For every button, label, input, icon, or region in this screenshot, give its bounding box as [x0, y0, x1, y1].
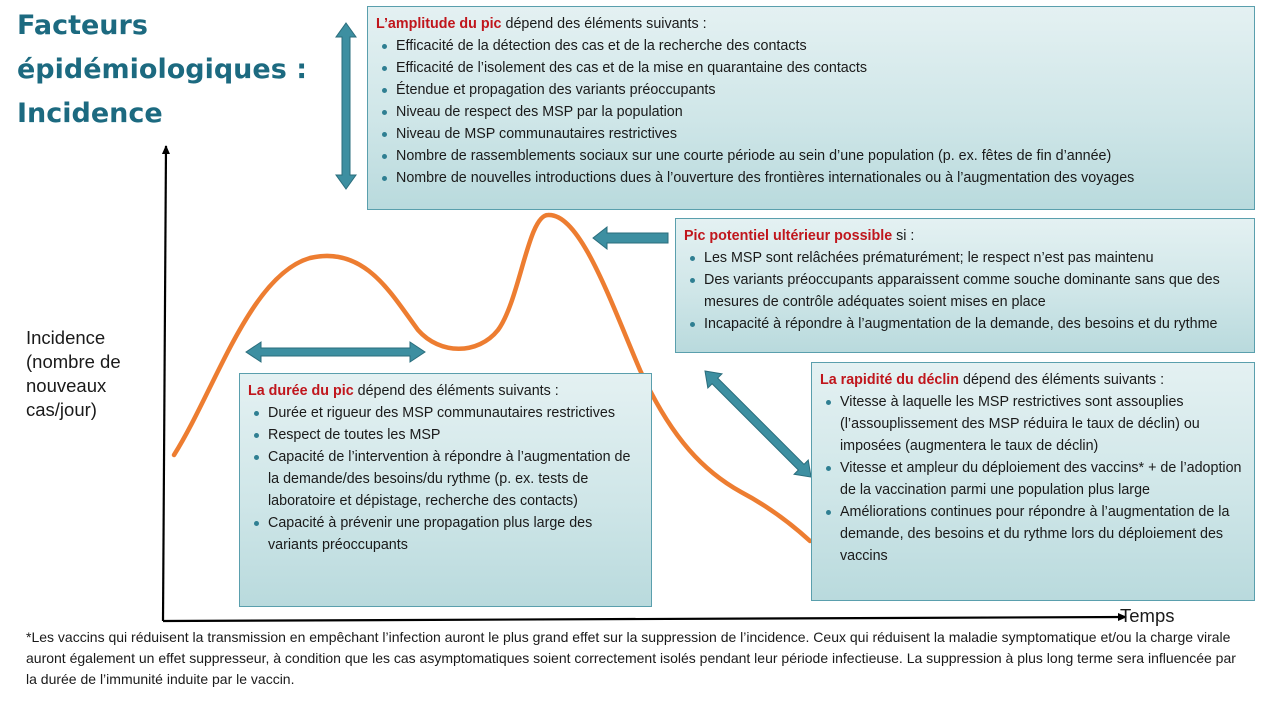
x-axis: [163, 617, 1126, 621]
second-peak-arrow: [593, 227, 668, 249]
factor-list: [248, 402, 643, 556]
x-axis-label: Temps: [1120, 605, 1175, 626]
list-item: Niveau de MSP communautaires restrictives: [376, 123, 1246, 145]
list-item: Vitesse à laquelle les MSP restrictives sont assouplies (l’assouplissement des MSP réduira le taux de déclin) ou imposées (augmentera le taux de déclin): [820, 391, 1246, 457]
factor-list: [820, 391, 1246, 567]
box-heading-highlight: L’amplitude du pic: [376, 16, 502, 32]
box-heading: [376, 13, 1246, 35]
box-heading-rest: dépend des éléments suivants :: [353, 383, 559, 399]
list-item: Niveau de respect des MSP par la population: [376, 101, 1246, 123]
list-item: Vitesse et ampleur du déploiement des vaccins* + de l’adoption de la vaccination parmi une population plus large: [820, 457, 1246, 501]
list-item: Capacité à prévenir une propagation plus large des variants préoccupants: [248, 512, 643, 556]
list-item: Des variants préoccupants apparaissent comme souche dominante sans que des mesures de contrôle adéquates soient mises en place: [684, 269, 1246, 313]
list-item: Durée et rigueur des MSP communautaires restrictives: [248, 402, 643, 424]
list-item: Étendue et propagation des variants préoccupants: [376, 79, 1246, 101]
subsequent-peak-box: [675, 218, 1255, 353]
y-axis: [163, 146, 166, 621]
box-heading-rest: dépend des éléments suivants :: [501, 16, 707, 32]
y-axis-label: Incidence (nombre de nouveaux cas/jour): [26, 327, 121, 420]
box-heading-highlight: Pic potentiel ultérieur possible: [684, 228, 893, 244]
list-item: Les MSP sont relâchées prématurément; le respect n’est pas maintenu: [684, 247, 1246, 269]
list-item: Nombre de nouvelles introductions dues à l’ouverture des frontières internationales ou à l’augmentation des voyages: [376, 167, 1246, 189]
peak-amplitude-box: [367, 6, 1255, 210]
list-item: Respect de toutes les MSP: [248, 424, 643, 446]
duration-double-arrow: [246, 342, 425, 362]
factor-list: [684, 247, 1246, 335]
box-heading-highlight: La durée du pic: [248, 383, 354, 399]
box-heading: [820, 369, 1246, 391]
footnote: *Les vaccins qui réduisent la transmission en empêchant l’infection auront le plus grand effet sur la suppression de l’incidence. Ceux qui réduisent la maladie symptomatique et/ou la charge virale auront également un effet suppresseur, à condition que les cas asymptomatiques soient correctement isolés pendant leur période infectieuse. La suppression à plus long terme sera influencée par la durée de l’immunité induite par le vaccin.: [26, 629, 1236, 687]
box-heading-rest: si :: [892, 228, 915, 244]
box-heading: [248, 380, 643, 402]
page-title: Facteurs épidémiologiques : Incidence: [17, 10, 307, 129]
list-item: Améliorations continues pour répondre à l’augmentation de la demande, des besoins et du rythme lors du déploiement des vaccins: [820, 501, 1246, 567]
decline-double-arrow: [698, 364, 818, 484]
peak-duration-box: [239, 373, 652, 607]
box-heading-highlight: La rapidité du déclin: [820, 372, 960, 388]
amplitude-double-arrow: [336, 23, 356, 189]
list-item: Nombre de rassemblements sociaux sur une courte période au sein d’une population (p. ex. fêtes de fin d’année): [376, 145, 1246, 167]
decline-speed-box: [811, 362, 1255, 601]
box-heading-rest: dépend des éléments suivants :: [959, 372, 1165, 388]
factor-list: [376, 35, 1246, 189]
list-item: Efficacité de la détection des cas et de la recherche des contacts: [376, 35, 1246, 57]
list-item: Incapacité à répondre à l’augmentation de la demande, des besoins et du rythme: [684, 313, 1246, 335]
list-item: Capacité de l’intervention à répondre à l’augmentation de la demande/des besoins/du rythme (p. ex. tests de laboratoire et dépistage, recherche des contacts): [248, 446, 643, 512]
box-heading: [684, 225, 1246, 247]
list-item: Efficacité de l’isolement des cas et de la mise en quarantaine des contacts: [376, 57, 1246, 79]
